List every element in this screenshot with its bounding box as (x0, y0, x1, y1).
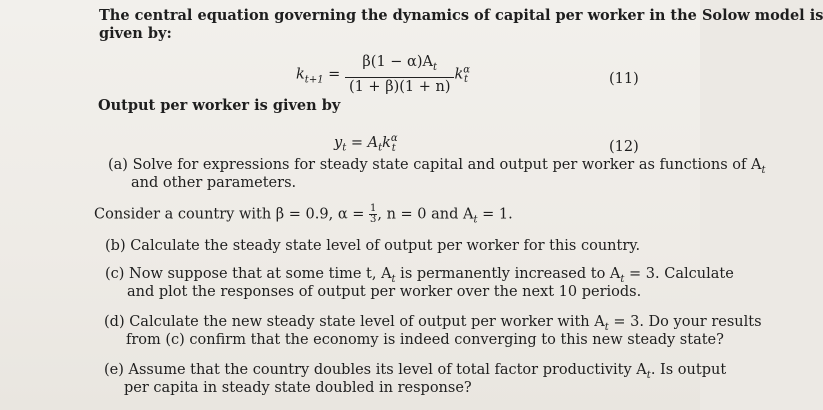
eq11-num-sub: t (432, 61, 437, 73)
part-a-text: (a) Solve for expressions for steady state capital and output per worker as functions of A (108, 157, 762, 173)
eq11-fraction (345, 53, 455, 96)
eq12-rhs-k-sub: t (391, 142, 396, 154)
output-per-worker-text: Output per worker is given by (98, 97, 341, 114)
consider-mid: , n = 0 and A (377, 206, 474, 223)
part-b: (b) Calculate the steady state level of output per worker for this country. (105, 238, 641, 254)
eq12-rhs-a-sub: t (378, 142, 383, 154)
part-d-pre: (d) Calculate the new steady state level of output per worker with A (104, 314, 605, 330)
consider-pre: Consider a country with β = 0.9, α = (94, 206, 369, 223)
part-c-post: = 3. Calculate (624, 266, 734, 282)
eq11-lhs: k (296, 66, 305, 83)
part-a-sub: t (761, 164, 766, 176)
eq12-lhs-sub: t (342, 142, 347, 154)
eq12-equals: = (350, 134, 363, 151)
eq11-tail: k (454, 66, 464, 83)
part-d-sub: t (604, 321, 609, 333)
eq11-tail-sub: t (464, 74, 469, 86)
intro-line-2: given by: (99, 25, 172, 42)
eq11-number: (11) (609, 71, 639, 87)
part-c-sub: t (391, 273, 396, 285)
part-c-sub2: t (620, 273, 625, 285)
consider-post: = 1. (477, 206, 513, 223)
equation-12 (334, 130, 396, 158)
eq11-lhs-sub: t+1 (304, 74, 324, 86)
part-c-pre: (c) Now suppose that at some time t, A (105, 266, 392, 282)
eq11-denominator: (1 + β)(1 + n) (348, 78, 451, 95)
part-a-line-2: and other parameters. (131, 175, 297, 191)
eq12-rhs-k: k (382, 134, 391, 151)
eq11-tail-sup: α (463, 64, 471, 76)
eq11-equals: = (328, 66, 341, 83)
part-e-post: . Is output (650, 362, 727, 378)
eq12-rhs-a: A (367, 134, 379, 151)
consider-frac-num: 1 (370, 203, 377, 214)
eq11-numerator: β(1 − α)A (362, 54, 433, 70)
consider-frac-den: 3 (370, 214, 377, 225)
consider-sub: t (473, 214, 478, 226)
eq12-rhs-k-sup: α (390, 133, 398, 144)
part-e-line-2: per capita in steady state doubled in response? (124, 380, 472, 396)
intro-line-1: The central equation governing the dynamics of capital per worker in the Solow model is (99, 7, 823, 24)
part-e-sub: t (646, 369, 651, 381)
eq12-number: (12) (609, 139, 639, 155)
eq12-lhs: y (334, 134, 343, 151)
part-c-mid: is permanently increased to A (395, 266, 621, 282)
part-e-pre: (e) Assume that the country doubles its level of total factor productivity A (104, 362, 647, 378)
part-c-line-2: and plot the responses of output per worker over the next 10 periods. (127, 284, 642, 300)
part-d-post: = 3. Do your results (608, 314, 762, 330)
consider-line (94, 204, 513, 229)
part-d-line-2: from (c) confirm that the economy is indeed converging to this new steady state? (126, 332, 724, 348)
equation-11 (296, 53, 471, 96)
